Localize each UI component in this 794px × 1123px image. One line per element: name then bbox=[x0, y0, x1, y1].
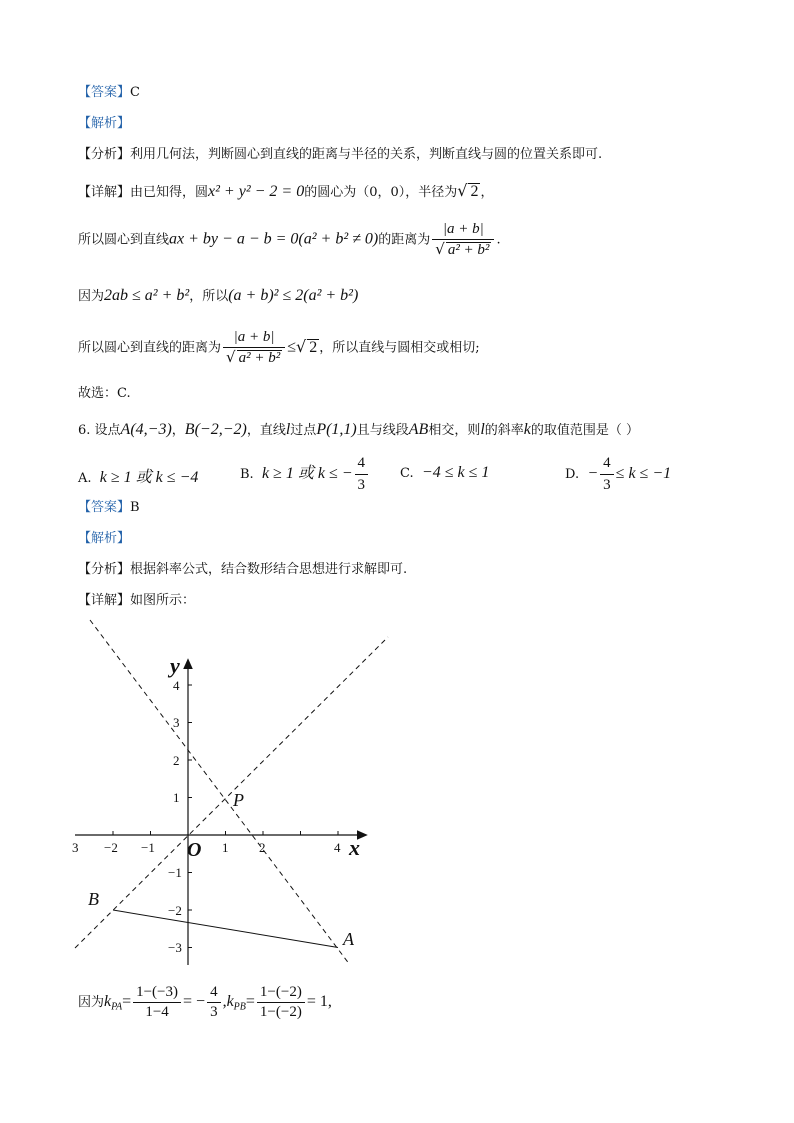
q5-line4-text-a: 所以圆心到直线的距离为 bbox=[78, 340, 222, 356]
distance-numerator: |a + b| bbox=[432, 222, 494, 240]
distance-fraction bbox=[432, 222, 494, 258]
segment-ab-line bbox=[113, 910, 338, 948]
x-axis-label: x bbox=[349, 835, 360, 860]
y-tick-label: 1 bbox=[173, 790, 180, 805]
frac-pa bbox=[133, 985, 181, 1020]
sqrt-two: 2 bbox=[309, 338, 318, 356]
inequality-2: (a + b)² ≤ 2(a² + b²) bbox=[228, 287, 359, 304]
q6-answer-line bbox=[78, 501, 140, 514]
option-b-text: k ≥ 1 或 k ≤ − bbox=[261, 465, 353, 482]
option-d-den: 3 bbox=[603, 477, 611, 493]
option-a-label: A. bbox=[78, 471, 92, 486]
y-tick-label: −3 bbox=[168, 940, 182, 955]
q5-comma: ， bbox=[480, 185, 494, 200]
equals-2: = bbox=[245, 993, 255, 1010]
option-d-num: 4 bbox=[600, 455, 614, 475]
k-pb-sub: PB bbox=[233, 1001, 246, 1013]
q5-conclusion-line bbox=[78, 330, 480, 366]
q5-distance-line bbox=[78, 222, 501, 258]
segment-ab: AB bbox=[408, 421, 429, 438]
axis-ticks bbox=[113, 685, 338, 948]
q6-detail-line bbox=[78, 594, 195, 607]
q6-sep: ， bbox=[171, 423, 185, 438]
sqrt-sign: √ bbox=[226, 348, 236, 366]
option-b-num: 4 bbox=[355, 455, 369, 475]
frac-pb bbox=[257, 985, 305, 1020]
q5-conclusion-text: 故选：C. bbox=[78, 386, 131, 401]
distance-numerator-2: |a + b| bbox=[223, 330, 285, 348]
line-pb-dashed bbox=[75, 637, 388, 948]
q6-final-text: 因为 bbox=[78, 995, 105, 1010]
point-p-coord: P(1,1) bbox=[316, 421, 357, 438]
radius-value: 2 bbox=[470, 183, 479, 200]
distance-fraction-2 bbox=[223, 330, 285, 366]
line-l: l bbox=[285, 421, 291, 438]
option-b-label: B. bbox=[240, 467, 254, 482]
equals-neg: = − bbox=[183, 993, 206, 1010]
option-d-fraction bbox=[600, 455, 614, 494]
k-pb: k bbox=[226, 993, 234, 1010]
q6-stem-b: ，直线 bbox=[246, 423, 286, 438]
q6-stem-d: 且与线段 bbox=[356, 423, 409, 438]
q6-stem-a: 6. 设点 bbox=[78, 423, 121, 438]
option-d[interactable] bbox=[565, 455, 671, 494]
option-c-label: C. bbox=[400, 466, 414, 481]
point-a-label: A bbox=[343, 929, 354, 949]
q6-stem-c: 过点 bbox=[290, 423, 317, 438]
answer-tag: 【答案】 bbox=[78, 85, 131, 100]
answer-tag-2: 【答案】 bbox=[78, 500, 131, 515]
equals-one: = 1, bbox=[306, 993, 332, 1010]
option-b-den: 3 bbox=[357, 477, 366, 493]
option-a-text: k ≥ 1 或 k ≤ −4 bbox=[99, 469, 199, 486]
circle-equation: x² + y² − 2 = 0 bbox=[208, 183, 305, 200]
line-l-2: l bbox=[480, 421, 485, 438]
k-pa: k bbox=[104, 993, 112, 1010]
q5-answer-line bbox=[78, 86, 140, 99]
option-d-text: ≤ k ≤ −1 bbox=[615, 465, 672, 482]
line-pa-dashed bbox=[90, 620, 350, 965]
q6-stem-g: 的取值范围是（ ） bbox=[530, 423, 640, 438]
x-tick-label: −2 bbox=[104, 840, 118, 855]
option-c-text: −4 ≤ k ≤ 1 bbox=[421, 464, 490, 481]
y-tick-label: −2 bbox=[168, 903, 182, 918]
q5-answer-value: C bbox=[130, 85, 140, 100]
line-condition: (a² + b² ≠ 0) bbox=[298, 230, 379, 248]
point-p-label: P bbox=[233, 790, 244, 810]
frac-3-den: 3 bbox=[210, 1004, 218, 1020]
detail-tag-2: 【详解】 bbox=[78, 593, 131, 608]
q5-detail-line bbox=[78, 183, 493, 200]
frac-pb-num: 1−(−2) bbox=[257, 985, 305, 1003]
equals-1: = bbox=[122, 993, 132, 1010]
x-tick-label: −1 bbox=[141, 840, 155, 855]
q6-analysis-line bbox=[78, 532, 130, 545]
q5-line4-text-b: ，所以直线与圆相交或相切; bbox=[319, 340, 480, 356]
option-b-fraction bbox=[355, 455, 369, 494]
q6-answer-value: B bbox=[130, 500, 140, 515]
sqrt-sign: √ bbox=[457, 181, 468, 200]
q6-fenxi-text: 根据斜率公式，结合数形结合思想进行求解即可. bbox=[130, 562, 408, 577]
fenxi-tag-2: 【分析】 bbox=[78, 562, 131, 577]
line-equation: ax + by − a − b = 0 bbox=[169, 230, 299, 248]
option-c[interactable] bbox=[400, 464, 489, 482]
y-tick-label: 2 bbox=[173, 753, 180, 768]
le-sign: ≤ bbox=[287, 338, 296, 356]
y-tick-label: 4 bbox=[173, 678, 180, 693]
q6-stem-e: 相交，则 bbox=[428, 423, 481, 438]
frac-pb-den: 1−(−2) bbox=[259, 1004, 302, 1020]
q6-detail-text: 如图所示： bbox=[130, 593, 196, 608]
sqrt-sign: √ bbox=[295, 336, 307, 356]
y-tick-label: −1 bbox=[168, 865, 182, 880]
analysis-tag-2: 【解析】 bbox=[78, 531, 131, 546]
sqrt-sign: √ bbox=[435, 240, 445, 258]
q5-line3-text-b: ，所以 bbox=[189, 289, 229, 304]
q5-line2-text-b: 的距离为 bbox=[378, 232, 431, 248]
y-axis-label: y bbox=[170, 653, 180, 678]
q5-analysis-line bbox=[78, 117, 130, 130]
q5-line3-text-a: 因为 bbox=[78, 289, 105, 304]
q6-slope-line bbox=[78, 985, 332, 1020]
analysis-tag: 【解析】 bbox=[78, 116, 131, 131]
q5-fenxi-line bbox=[78, 148, 602, 161]
point-a-coord: A(4,−3) bbox=[120, 421, 172, 438]
coordinate-figure bbox=[70, 615, 390, 970]
q5-inequality-line bbox=[78, 288, 358, 304]
k-pa-sub: PA bbox=[111, 1001, 123, 1013]
q5-fenxi-text: 利用几何法，判断圆心到直线的距离与半径的关系，判断直线与圆的位置关系即可. bbox=[130, 147, 603, 162]
option-a[interactable] bbox=[78, 464, 198, 487]
q5-final-choice bbox=[78, 387, 131, 400]
y-tick-label: 3 bbox=[173, 715, 180, 730]
comma-sep: , bbox=[222, 993, 227, 1010]
q6-fenxi-line bbox=[78, 563, 407, 576]
x-tick-label: 2 bbox=[259, 840, 266, 855]
inequality-1: 2ab ≤ a² + b² bbox=[104, 287, 190, 304]
origin-label: O bbox=[187, 839, 202, 861]
x-tick-label: 4 bbox=[334, 840, 341, 855]
point-b-coord: B(−2,−2) bbox=[184, 421, 247, 438]
distance-denominator-2: a² + b² bbox=[238, 350, 281, 366]
option-d-label: D. bbox=[565, 467, 580, 482]
q5-line2-text-a: 所以圆心到直线 bbox=[78, 232, 170, 248]
option-b[interactable] bbox=[240, 455, 370, 494]
q6-stem bbox=[78, 422, 639, 438]
point-b-label: B bbox=[88, 889, 99, 909]
frac-4-num: 4 bbox=[207, 985, 221, 1003]
x-tick-label: 3 bbox=[72, 840, 79, 855]
frac-pa-num: 1−(−3) bbox=[133, 985, 181, 1003]
slope-k: k bbox=[523, 421, 531, 438]
q5-detail-text-a: 由已知得，圆 bbox=[130, 185, 209, 200]
option-d-minus: − bbox=[587, 465, 599, 482]
q5-detail-text-b: 的圆心为（0，0），半径为 bbox=[304, 185, 458, 200]
q5-period: . bbox=[496, 232, 501, 248]
x-tick-label: 1 bbox=[222, 840, 229, 855]
frac-four-thirds bbox=[207, 985, 221, 1020]
fenxi-tag: 【分析】 bbox=[78, 147, 131, 162]
distance-denominator: a² + b² bbox=[447, 242, 490, 258]
detail-tag: 【详解】 bbox=[78, 185, 131, 200]
frac-pa-den: 1−4 bbox=[145, 1004, 169, 1020]
q6-stem-f: 的斜率 bbox=[484, 423, 524, 438]
